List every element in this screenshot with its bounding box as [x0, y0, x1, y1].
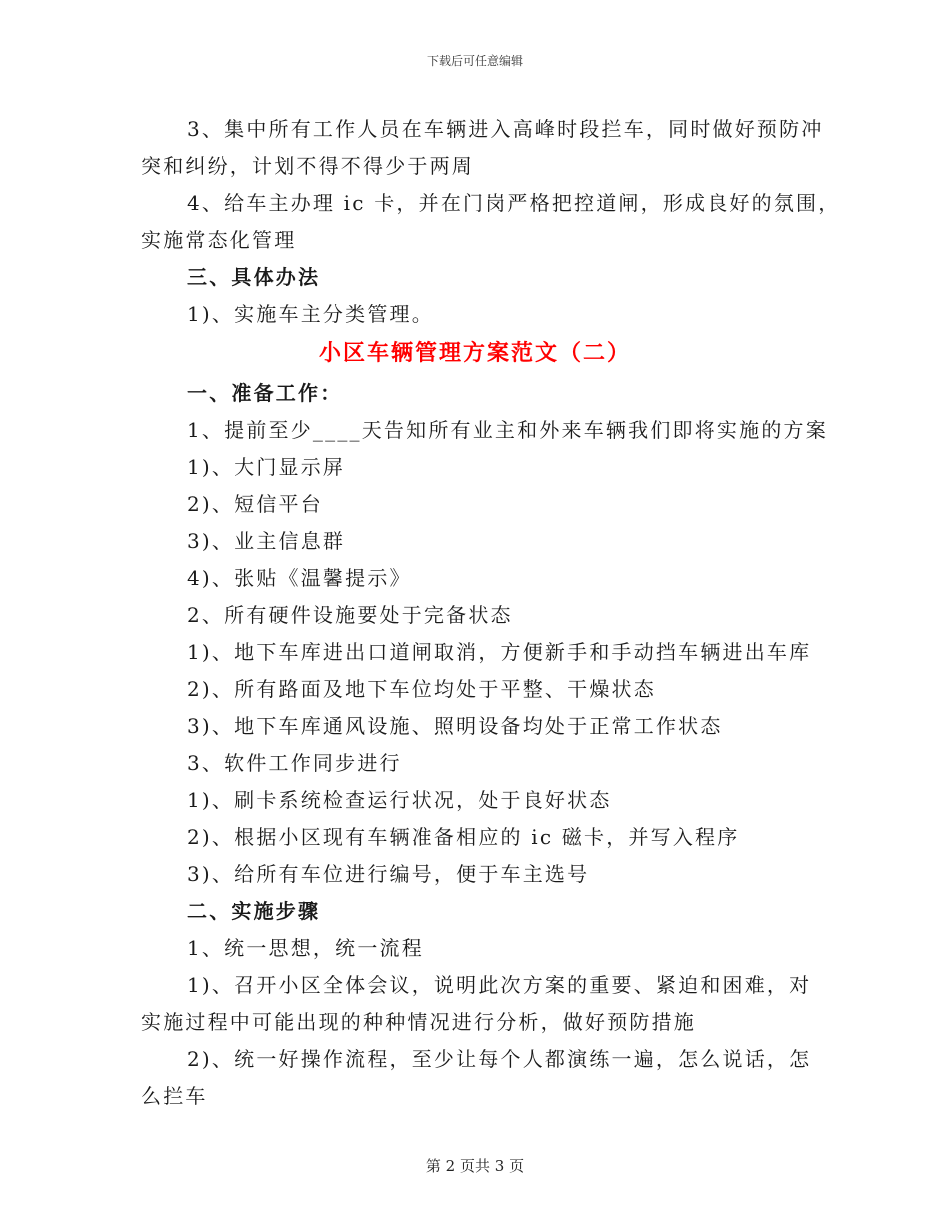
text-line: 1、提前至少____天告知所有业主和外来车辆我们即将实施的方案	[187, 418, 828, 442]
text-line: 3)、地下车库通风设施、照明设备均处于正常工作状态	[187, 714, 723, 738]
text-line: 1)、刷卡系统检查运行状况，处于良好状态	[187, 788, 612, 812]
text-line: 三、具体办法	[187, 265, 321, 289]
text-line: 一、准备工作：	[187, 381, 343, 405]
page-header: 下载后可任意编辑	[426, 54, 523, 68]
text-line: 1)、大门显示屏	[187, 455, 346, 479]
text-line: 么拦车	[141, 1084, 208, 1108]
text-line: 2)、所有路面及地下车位均处于平整、干燥状态	[187, 677, 656, 701]
text-line: 1、统一思想，统一流程	[187, 936, 424, 960]
text-line: 1)、召开小区全体会议，说明此次方案的重要、紧迫和困难，对	[187, 973, 812, 997]
text-line: 2)、短信平台	[187, 492, 323, 516]
text-line: 实施过程中可能出现的种种情况进行分析，做好预防措施	[141, 1010, 696, 1034]
text-line: 2、所有硬件设施要处于完备状态	[187, 603, 513, 627]
text-line: 二、实施步骤	[187, 899, 321, 923]
text-line: 4)、张贴《温馨提示》	[187, 566, 412, 590]
section-title: 小区车辆管理方案范文（二）	[318, 340, 631, 366]
text-line: 1)、实施车主分类管理。	[187, 302, 434, 326]
text-line: 3、集中所有工作人员在车辆进入高峰时段拦车，同时做好预防冲	[187, 117, 824, 141]
text-line: 实施常态化管理	[141, 228, 297, 252]
text-line: 3、软件工作同步进行	[187, 751, 402, 775]
text-line: 2)、统一好操作流程，至少让每个人都演练一遍，怎么说话，怎	[187, 1047, 812, 1071]
text-line: 3)、给所有车位进行编号，便于车主选号	[187, 862, 590, 886]
text-line: 4、给车主办理 ic 卡，并在门岗严格把控道闸，形成良好的氛围，	[187, 191, 841, 215]
text-line: 3)、业主信息群	[187, 529, 346, 553]
text-line: 突和纠纷，计划不得不得少于两周	[141, 154, 474, 178]
text-line: 2)、根据小区现有车辆准备相应的 ic 磁卡，并写入程序	[187, 825, 740, 849]
text-line: 1)、地下车库进出口道闸取消，方便新手和手动挡车辆进出车库	[187, 640, 812, 664]
page-footer: 第 2 页共 3 页	[425, 1157, 525, 1175]
